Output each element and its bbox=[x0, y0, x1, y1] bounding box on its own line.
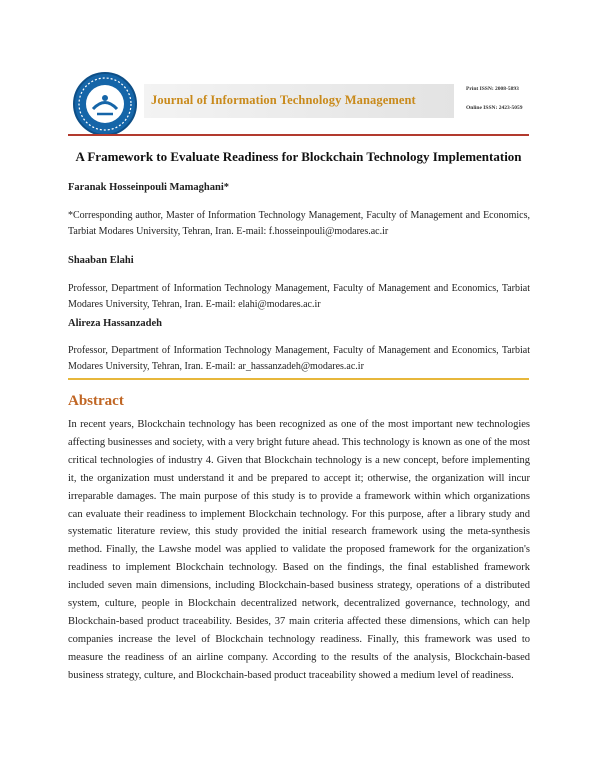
author-name-3: Alireza Hassanzadeh bbox=[68, 318, 163, 329]
paper-title: A Framework to Evaluate Readiness for Blockchain Technology Implementation bbox=[75, 149, 522, 164]
author-name-1: Faranak Hosseinpouli Mamaghani* bbox=[68, 182, 230, 193]
issn-online: Online ISSN: 2423-5059 bbox=[466, 105, 523, 111]
journal-name: Journal of Information Technology Management bbox=[151, 93, 416, 107]
abstract-divider bbox=[68, 378, 529, 380]
author-name-2: Shaaban Elahi bbox=[68, 255, 134, 266]
logo-emblem-icon bbox=[75, 74, 135, 134]
issn-print: Print ISSN: 2008-5893 bbox=[466, 86, 519, 92]
author-affiliation-2: Professor, Department of Information Technology Management, Faculty of Management and Economics, Tarbiat Modares University, Tehran, Iran. E-mail: elahi@modares.ac.ir bbox=[68, 283, 530, 310]
abstract-text: In recent years, Blockchain technology has been recognized as one of the most important new technologies affecting businesses and society, with a very bright future ahead. This technology is known as one of the most critical technologies of industry 4. Given that Blockchain technology is a new concept, before implementing it, the organization must understand it and be prepared to accept it; otherwise, the organization will incur irreparable damages. The main purpose of this study is to provide a framework within which organizations can evaluate their readiness to implement Blockchain technology. For this purpose, after a library study and systematic literature review, this study provided the initial research framework using the meta-synthesis method. Finally, the Lawshe model was applied to validate the proposed framework for the organization's readiness to implement Blockchain technology. Based on the findings, the final established framework included seven main dimensions, including Blockchain-based business strategy, operations of a distributed system, culture, people in Blockchain decentralized network, decentralized governance, technology, and Blockchain-based product traceability. Besides, 37 main criteria affected these dimensions, which can help companies increase the level of Blockchain technology readiness. Finally, this framework was used to measure the readiness of an airline company. According to the results of the analysis, Blockchain-based business strategy, culture, and Blockchain-based product traceability showed a medium level of readiness. bbox=[68, 419, 530, 681]
header-divider bbox=[68, 134, 529, 136]
author-affiliation-3: Professor, Department of Information Technology Management, Faculty of Management and Economics, Tarbiat Modares University, Tehran, Iran. E-mail: ar_hassanzadeh@modares.ac.ir bbox=[68, 345, 530, 372]
abstract-heading: Abstract bbox=[68, 393, 124, 409]
journal-header bbox=[0, 0, 600, 140]
author-affiliation-1: *Corresponding author, Master of Information Technology Management, Faculty of Management and Economics, Tarbiat Modares University, Tehran, Iran. E-mail: f.hosseinpouli@modares.ac.ir bbox=[68, 210, 530, 237]
university-logo bbox=[73, 72, 137, 136]
